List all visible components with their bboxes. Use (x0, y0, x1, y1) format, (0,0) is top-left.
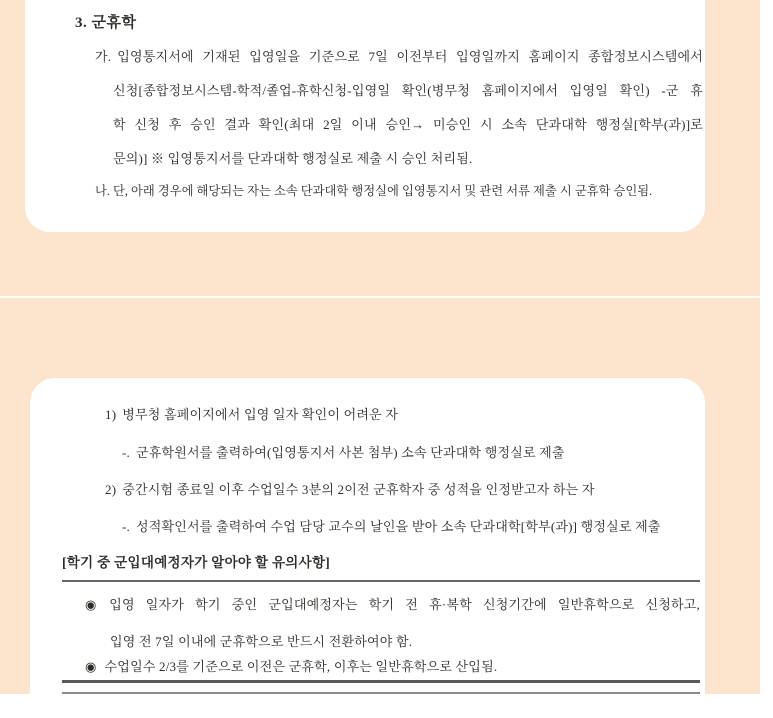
item-ga-line-4 (113, 149, 473, 169)
section-heading (75, 13, 136, 33)
list-item-1 (105, 405, 398, 425)
notice-bullet-2-text-1: 수업일수 2/3를 기준으로 이전은 군휴학, 이후는 일반휴학으로 산입됨. (104, 659, 498, 674)
item-ga-line-1 (95, 47, 703, 67)
item-ga-text-2: 신청[종합정보시스템-학적/졸업-휴학신청-입영일 확인(병무청 홈페이지에서 입영일 확인) -군 휴 (113, 83, 703, 98)
item-ga-text-3: 학 신청 후 승인 결과 확인(최대 2일 이내 승인→ 미승인 시 소속 단과대학 행정실[학부(과)]로 (113, 117, 703, 132)
bullet-icon: ◉ (85, 659, 97, 674)
notice-bullet-2-line-1 (85, 657, 497, 677)
notice-heading-text: [학기 중 군입대예정자가 알아야 할 유의사항] (62, 555, 331, 570)
notice-bullet-1-text-2: 입영 전 7일 이내에 군휴학으로 반드시 전환하여야 함. (110, 634, 413, 649)
list-subitem-1-text: 군휴학원서를 출력하여(입영통지서 사본 첨부) 소속 단과대학 행정실로 제출 (135, 445, 565, 460)
section-heading-title: 군휴학 (91, 15, 137, 31)
list-item-2-label: 2) (105, 482, 117, 497)
list-item-1-text: 병무청 홈페이지에서 입영 일자 확인이 어려운 자 (122, 407, 399, 422)
list-subitem-1-label: -. (122, 445, 130, 460)
notice-bottom-rule-2 (62, 692, 700, 694)
item-na-line (95, 181, 652, 201)
item-ga-text-1: 입영통지서에 기재된 입영일을 기준으로 7일 이전부터 입영일까지 홈페이지 종합정보시스템에서 (117, 49, 703, 64)
notice-bullet-1-line-2 (110, 632, 412, 652)
list-subitem-2-label: -. (122, 519, 130, 534)
notice-bullet-1-line-1 (85, 595, 700, 615)
section-heading-number: 3. (75, 15, 88, 31)
list-item-1-label: 1) (105, 407, 117, 422)
item-ga-line-3 (113, 115, 703, 135)
item-ga-text-4: 문의)] ※ 입영통지서를 단과대학 행정실로 제출 시 승인 처리됨. (113, 151, 473, 166)
item-ga-line-2 (113, 81, 703, 101)
list-item-2 (105, 480, 595, 500)
notice-top-rule (62, 580, 700, 582)
list-subitem-2 (122, 517, 661, 537)
list-item-2-text: 중간시험 종료일 이후 수업일수 3분의 2이전 군휴학자 중 성적을 인정받고자 하는 자 (122, 482, 595, 497)
item-na-text: 단, 아래 경우에 해당되는 자는 소속 단과대학 행정실에 입영통지서 및 관련 서류 제출 시 군휴학 승인됨. (112, 184, 653, 198)
bullet-icon: ◉ (85, 597, 102, 612)
list-subitem-1 (122, 443, 565, 463)
item-ga-label: 가. (95, 49, 112, 64)
notice-heading (62, 553, 330, 573)
notice-bottom-rule (62, 680, 700, 683)
notice-bullet-1-text-1: 입영 일자가 학기 중인 군입대예정자는 학기 전 휴·복학 신청기간에 일반휴학으로 신청하고, (109, 597, 701, 612)
list-subitem-2-text: 성적확인서를 출력하여 수업 담당 교수의 날인을 받아 소속 단과대학[학부(과)] 행정실로 제출 (135, 519, 661, 534)
page-seam-divider (0, 296, 760, 298)
item-na-label: 나. (95, 184, 110, 198)
